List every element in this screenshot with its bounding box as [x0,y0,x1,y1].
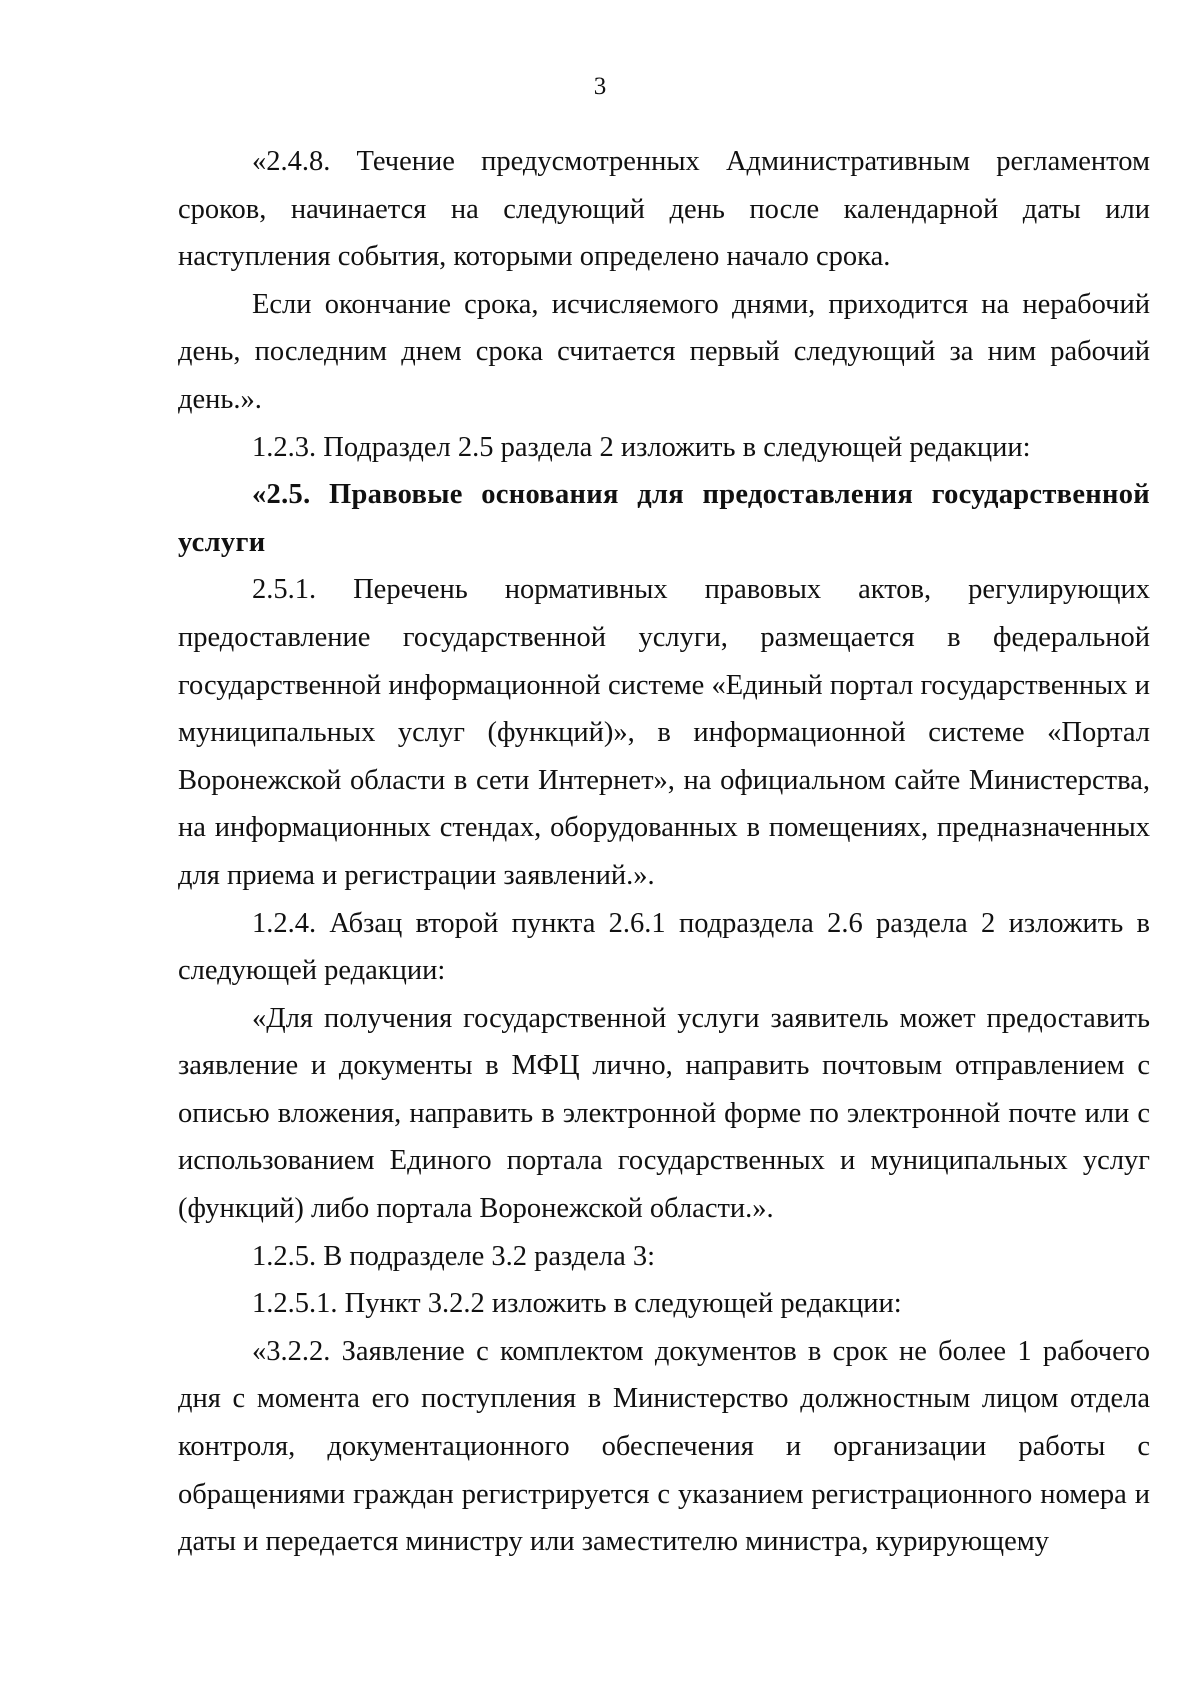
section-heading-2-5: «2.5. Правовые основания для предоставления государственной услуги [178,479,1150,558]
paragraph-application-submission: «Для получения государственной услуги заявитель может предоставить заявление и документы в МФЦ лично, направить почтовым отправлением с описью вложения, направить в электронной форме по электронной почте или с использованием Единого портала государственных и муниципальных услуг (функций) либо портала Воронежской области.». [178,1002,1150,1225]
paragraph-1-2-5-1: 1.2.5.1. Пункт 3.2.2 изложить в следующей редакции: [252,1288,902,1320]
paragraph-1-2-5: 1.2.5. В подразделе 3.2 раздела 3: [252,1240,656,1272]
paragraph-2-5-1: 2.5.1. Перечень нормативных правовых актов, регулирующих предоставление государственной услуги, размещается в федеральной государственной информационной системе «Единый портал государственных и муниципальных услуг (функций)», в информационной системе «Портал Воронежской области в сети Интернет», на официальном сайте Министерства, на информационных стендах, оборудованных в помещениях, предназначенных для приема и регистрации заявлений.». [178,574,1150,891]
paragraph-3-2-2: «3.2.2. Заявление с комплектом документов в срок не более 1 рабочего дня с момента его поступления в Министерство должностным лицом отдела контроля, документационного обеспечения и организации работы с обращениями граждан регистрируется с указанием регистрационного номера и даты и передается министру или заместителю министра, курирующему [178,1335,1150,1558]
page-number: 3 [593,73,607,100]
paragraph-1-2-3: 1.2.3. Подраздел 2.5 раздела 2 изложить в следующей редакции: [252,431,1031,463]
document-body [178,138,1150,1566]
paragraph-1-2-4: 1.2.4. Абзац второй пункта 2.6.1 подраздела 2.6 раздела 2 изложить в следующей редакции: [178,907,1150,987]
paragraph-deadline-nonworking-day: Если окончание срока, исчисляемого днями, приходится на нерабочий день, последним днем срока считается первый следующий за ним рабочий день.». [178,288,1150,415]
paragraph-2-4-8: «2.4.8. Течение предусмотренных Административным регламентом сроков, начинается на следующий день после календарной даты или наступления события, которыми определено начало срока. [178,146,1150,273]
